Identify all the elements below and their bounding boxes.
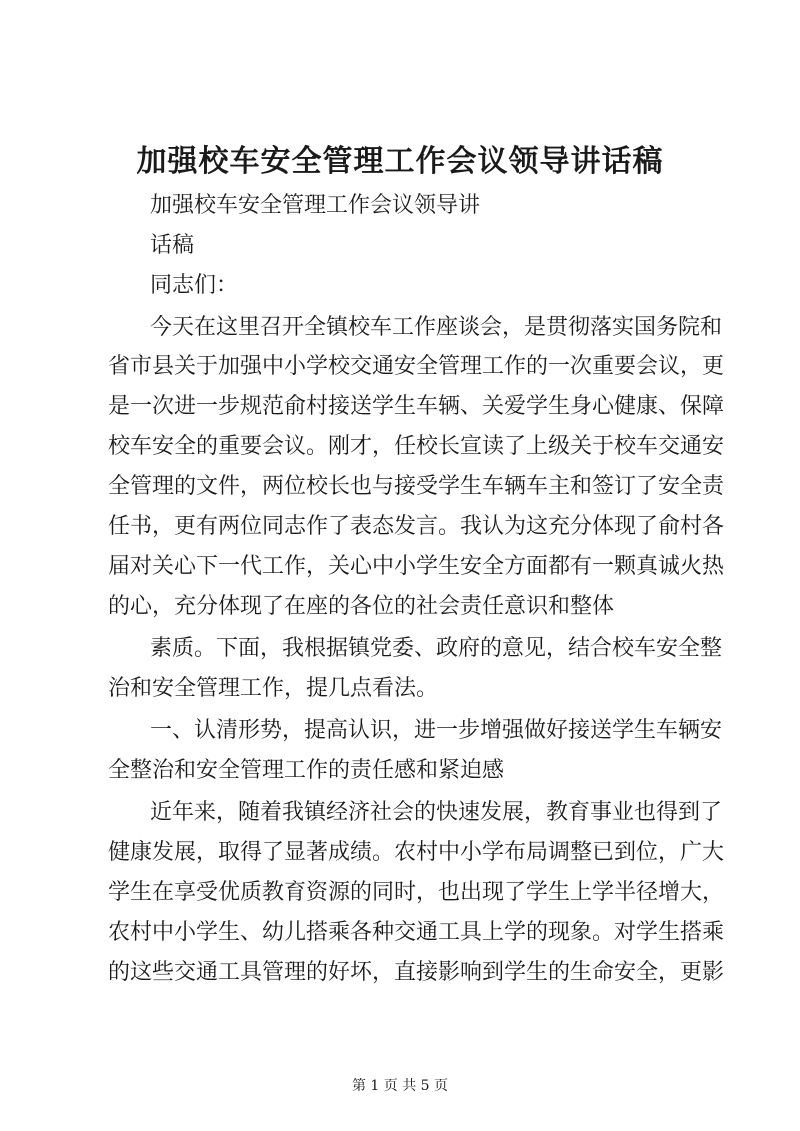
- body-line: 校车安全的重要会议。刚才，任校长宣读了上级关于校车交通安: [108, 434, 725, 459]
- body-line: 的这些交通工具管理的好坏，直接影响到学生的生命安全，更影: [108, 960, 725, 985]
- body-line: 的心，充分体现了在座的各位的社会责任意识和整体: [108, 594, 615, 619]
- page-footer: 第 1 页 共 5 页: [351, 1078, 449, 1094]
- body-line: 农村中小学生、幼儿搭乘各种交通工具上学的现象。对学生搭乘: [108, 920, 725, 945]
- body-line: 全整治和安全管理工作的责任感和紧迫感: [108, 758, 505, 783]
- body-line: 任书，更有两位同志作了表态发言。我认为这充分体现了俞村各: [108, 514, 725, 539]
- body-line: 同志们：: [150, 273, 239, 298]
- body-line: 治和安全管理工作，提几点看法。: [108, 676, 439, 701]
- body-line: 话稿: [150, 233, 195, 258]
- body-line: 健康发展，取得了显著成绩。农村中小学布局调整已到位，广大: [108, 840, 725, 865]
- body-line: 全管理的文件，两位校长也与接受学生车辆车主和签订了安全责: [108, 474, 725, 499]
- body-line: 加强校车安全管理工作会议领导讲: [150, 193, 481, 218]
- document-title: 加强校车安全管理工作会议领导讲话稿: [136, 144, 664, 179]
- body-line: 今天在这里召开全镇校车工作座谈会，是贯彻落实国务院和: [150, 315, 723, 340]
- body-line: 学生在享受优质教育资源的同时，也出现了学生上学半径增大，: [108, 880, 725, 905]
- body-line: 近年来，随着我镇经济社会的快速发展，教育事业也得到了: [150, 800, 723, 825]
- body-line: 素质。下面，我根据镇党委、政府的意见，结合校车安全整: [150, 636, 723, 661]
- body-line: 一、认清形势，提高认识，进一步增强做好接送学生车辆安: [150, 718, 723, 743]
- body-line: 届对关心下一代工作，关心中小学生安全方面都有一颗真诚火热: [108, 554, 725, 579]
- body-line: 省市县关于加强中小学校交通安全管理工作的一次重要会议，更: [108, 354, 725, 379]
- body-line: 是一次进一步规范俞村接送学生车辆、关爱学生身心健康、保障: [108, 394, 725, 419]
